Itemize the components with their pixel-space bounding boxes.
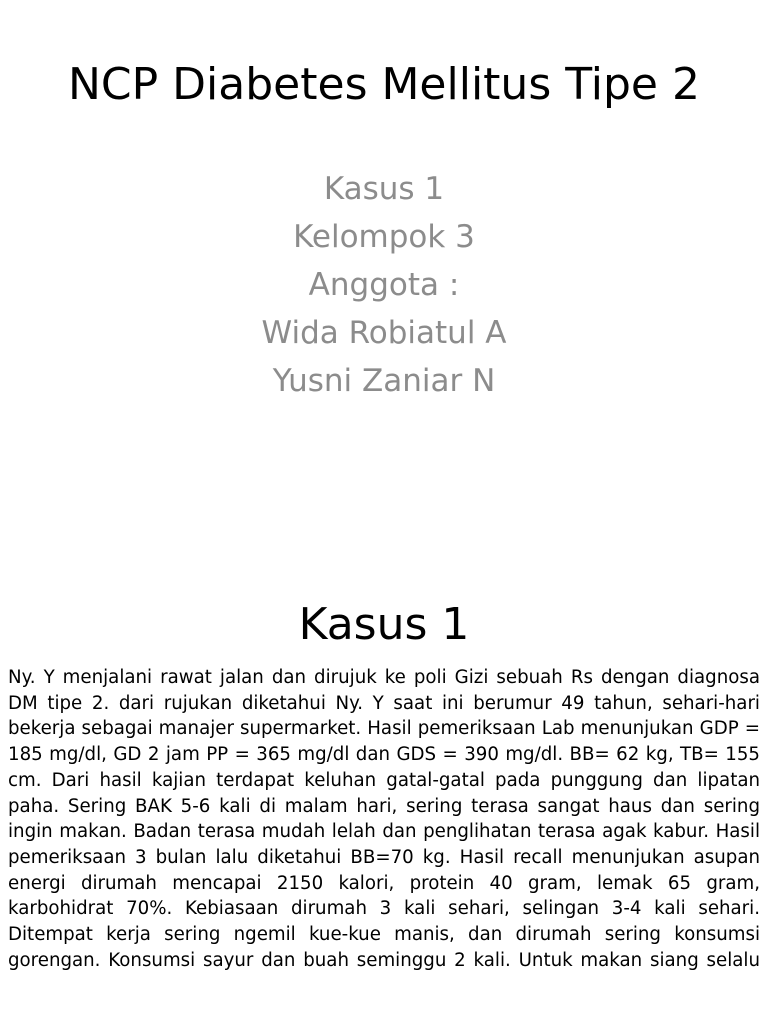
case-title: Kasus 1 — [298, 599, 470, 650]
subtitle-member-1: Wida Robiatul A — [261, 315, 507, 351]
case-slide — [0, 576, 768, 1024]
subtitle-block — [40, 165, 728, 405]
subtitle-member-2: Yusni Zaniar N — [272, 363, 496, 399]
subtitle-group: Kelompok 3 — [293, 219, 475, 255]
subtitle-members-label: Anggota : — [308, 267, 460, 303]
presentation-title: NCP Diabetes Mellitus Tipe 2 — [68, 59, 700, 110]
subtitle-case: Kasus 1 — [323, 171, 445, 207]
case-description: Ny. Y menjalani rawat jalan dan dirujuk ke poli Gizi sebuah Rs dengan diagnosa DM tipe 2. dari rujukan diketahui Ny. Y saat ini berumur 49 tahun, sehari-hari bekerja sebagai manajer supermarket. Hasil pemeriksaan Lab menunjukan GDP = 185 mg/dl, GD 2 jam PP = 365 mg/dl dan GDS = 390 mg/dl. BB= 62 kg, TB= 155 cm. Dari hasil kajian terdapat keluhan gatal-gatal pada punggung dan lipatan paha. Sering BAK 5-6 kali di malam hari, sering terasa sangat haus dan sering ingin makan. Badan terasa mudah lelah dan penglihatan terasa agak kabur. Hasil pemeriksaan 3 bulan lalu diketahui BB=70 kg. Hasil recall menunjukan asupan energi dirumah mencapai 2150 kalori, protein 40 gram, lemak 65 gram, karbohidrat 70%. Kebiasaan dirumah 3 kali sehari, selingan 3-4 kali sehari. Ditempat kerja sering ngemil kue-kue manis, dan dirumah sering konsumsi gorengan. Konsumsi sayur dan buah seminggu 2 kali. Untuk makan siang selalu — [8, 667, 760, 971]
